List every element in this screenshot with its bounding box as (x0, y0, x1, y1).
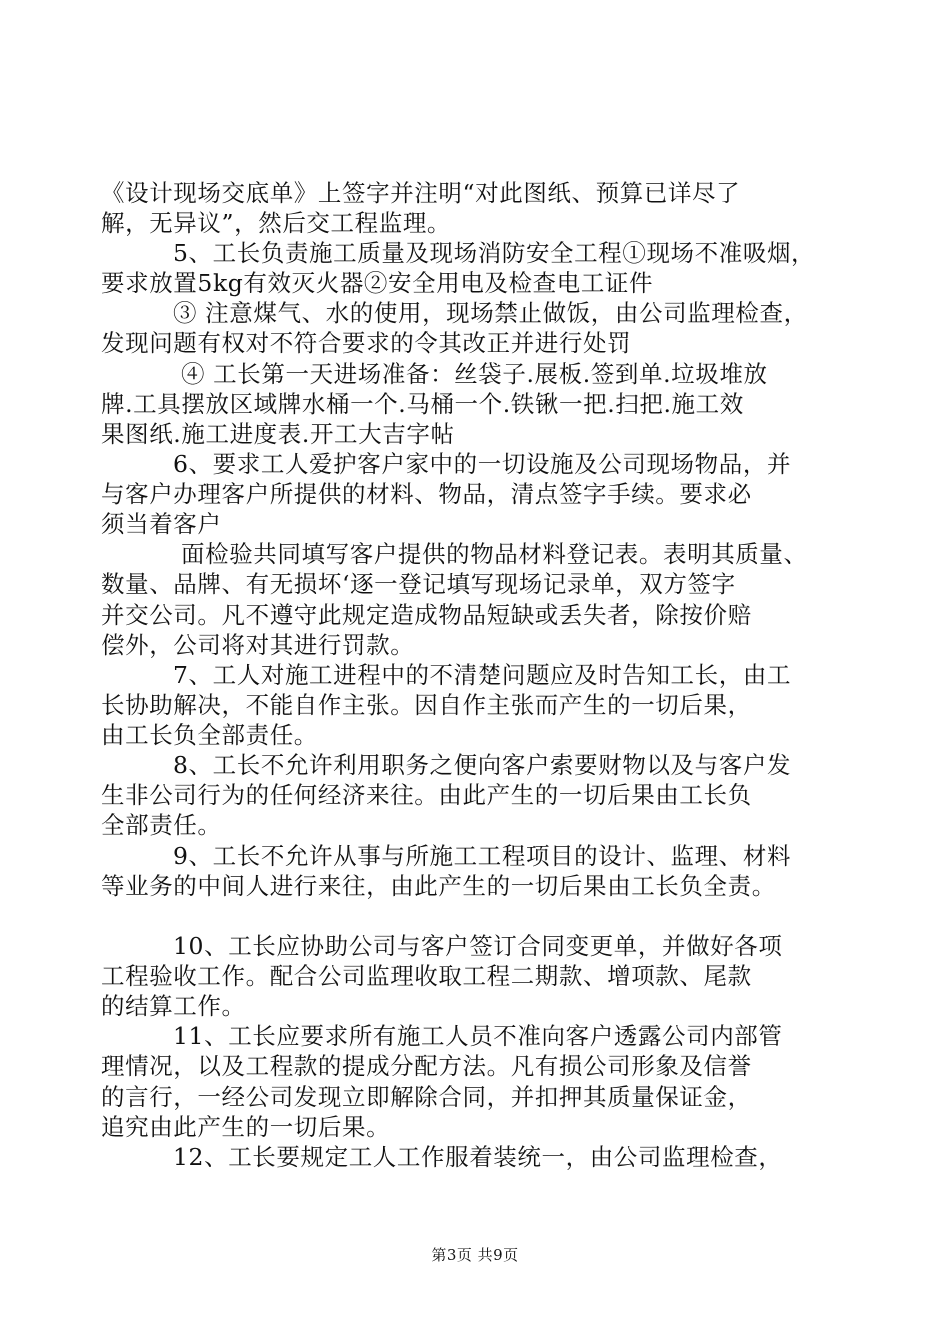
text-line: 面检验共同填写客户提供的物品材料登记表。表明其质量、 (181, 540, 808, 568)
text-line: 数量、品牌、有无损坏‘逐一登记填写现场记录单，双方签字 (101, 570, 736, 598)
text-line: 全部责任。 (101, 811, 222, 839)
text-line: 须当着客户 (101, 510, 222, 538)
text-line: 8、工长不允许利用职务之便向客户索要财物以及与客户发 (173, 751, 792, 779)
text-line: 长协助解决，不能自作主张。因自作主张而产生的一切后果， (101, 691, 752, 719)
text-line: 由工长负全部责任。 (101, 721, 318, 749)
text-line: 果图纸.施工进度表.开工大吉字帖 (101, 420, 455, 448)
text-line: 生非公司行为的任何经济来往。由此产生的一切后果由工长负 (101, 781, 752, 809)
text-line: 9、工长不允许从事与所施工工程项目的设计、监理、材料 (173, 842, 792, 870)
text-line: 11、工长应要求所有施工人员不准向客户透露公司内部管 (173, 1022, 783, 1050)
text-line: 12、工长要规定工人工作服着装统一，由公司监理检查， (173, 1143, 783, 1171)
text-line: 工程验收工作。配合公司监理收取工程二期款、增项款、尾款 (101, 962, 752, 990)
text-line: 的言行，一经公司发现立即解除合同，并扣押其质量保证金， (101, 1083, 752, 1111)
text-line: 解，无异议”，然后交工程监理。 (101, 209, 452, 237)
text-line: 10、工长应协助公司与客户签订合同变更单，并做好各项 (173, 932, 783, 960)
text-line: 5、工长负责施工质量及现场消防安全工程①现场不准吸烟， (173, 239, 816, 267)
text-line: 7、工人对施工进程中的不清楚问题应及时告知工长，由工 (173, 661, 792, 689)
text-line: 偿外，公司将对其进行罚款。 (101, 631, 415, 659)
text-line: ③ 注意煤气、水的使用，现场禁止做饭，由公司监理检查， (173, 299, 808, 327)
text-line: 追究由此产生的一切后果。 (101, 1113, 391, 1141)
text-line: 理情况，以及工程款的提成分配方法。凡有损公司形象及信誉 (101, 1052, 752, 1080)
text-line: 并交公司。凡不遵守此规定造成物品短缺或丢失者，除按价赔 (101, 601, 752, 629)
text-line: 等业务的中间人进行来往，由此产生的一切后果由工长负全责。 (101, 872, 776, 900)
text-line: 《设计现场交底单》上签字并注明“对此图纸、预算已详尽了 (101, 179, 741, 207)
text-line: 发现问题有权对不符合要求的令其改正并进行处罚 (101, 329, 632, 357)
text-line: 要求放置5kg有效灭火器②安全用电及检查电工证件 (101, 269, 654, 297)
text-line: 的结算工作。 (101, 992, 246, 1020)
text-line: 与客户办理客户所提供的材料、物品，清点签字手续。要求必 (101, 480, 752, 508)
text-line: ④ 工长第一天进场准备：丝袋子.展板.签到单.垃圾堆放 (181, 360, 768, 388)
text-line: 牌.工具摆放区域牌水桶一个.马桶一个.铁锹一把.扫把.施工效 (101, 390, 744, 418)
text-line: 6、要求工人爱护客户家中的一切设施及公司现场物品，并 (173, 450, 792, 478)
page-number-footer: 第3页 共9页 (431, 1246, 519, 1264)
